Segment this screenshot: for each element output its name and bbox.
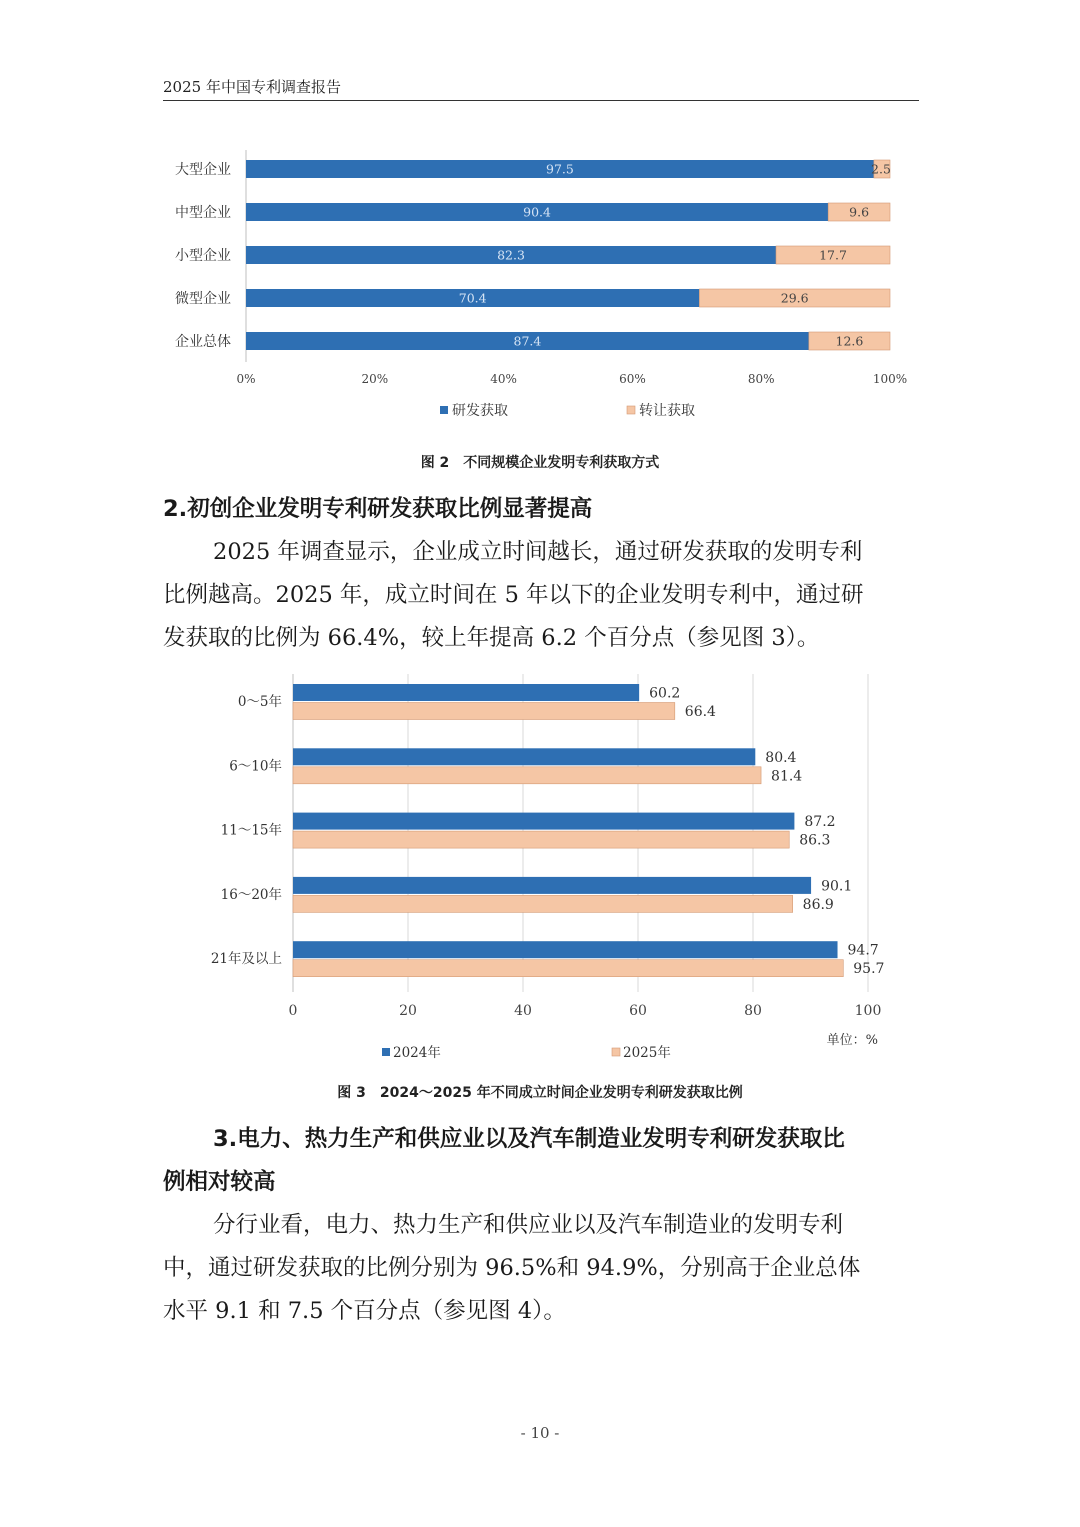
fig3-data-label: 66.4: [684, 704, 716, 720]
fig3-data-label: 86.9: [802, 896, 834, 913]
fig2-data-label: 9.6: [849, 204, 870, 220]
fig3-legend-swatch: [382, 1048, 390, 1056]
fig3-data-label: 60.2: [649, 685, 681, 702]
fig2-data-label: 90.4: [523, 204, 552, 220]
fig2-legend-swatch: [440, 406, 448, 414]
fig2-data-label: 97.5: [546, 161, 574, 177]
fig3-legend-label: 2024年: [393, 1045, 441, 1061]
fig3-unit-label: 单位：%: [826, 1033, 878, 1048]
section-2-paragraph: [163, 531, 923, 660]
fig3-bar-2025: [293, 703, 675, 720]
figure-2-caption: 图 2 不同规模企业发明专利获取方式: [420, 455, 660, 471]
fig2-x-tick-label: 100%: [872, 372, 908, 386]
fig3-data-label: 95.7: [853, 961, 885, 978]
fig3-bar-2024: [293, 748, 755, 765]
figure-2-chart: [0, 140, 1080, 440]
header-title: 2025 年中国专利调查报告: [163, 78, 341, 96]
fig2-data-label: 17.7: [819, 247, 847, 263]
figure-3-chart: [0, 670, 1080, 1070]
fig3-x-tick-label: 60: [629, 1003, 647, 1019]
fig3-category-label: 0～5年: [237, 694, 282, 710]
fig2-data-label: 29.6: [780, 290, 809, 306]
fig3-data-label: 81.4: [771, 768, 803, 785]
fig2-category-label: 大型企业: [175, 162, 231, 178]
page-number: - 10 -: [520, 1424, 560, 1442]
fig2-data-label: 12.6: [835, 333, 864, 349]
section-2-line-1: 2025 年调查显示，企业成立时间越长，通过研发获取的发明专利: [213, 539, 863, 565]
fig3-category-label: 16～20年: [220, 886, 282, 903]
section-2-line-2: 比例越高。2025 年，成立时间在 5 年以下的企业发明专利中，通过研: [163, 582, 864, 608]
fig2-data-label: 2.5: [871, 161, 891, 177]
fig3-bar-2024: [293, 684, 639, 701]
fig2-legend-label: 研发获取: [452, 403, 508, 419]
fig3-data-label: 80.4: [765, 749, 797, 766]
fig2-legend-label: 转让获取: [639, 403, 695, 419]
fig3-data-label: 90.1: [821, 878, 853, 895]
section-3-heading: [163, 1118, 923, 1204]
fig2-category-label: 企业总体: [175, 334, 231, 350]
fig3-x-tick-label: 80: [744, 1003, 762, 1019]
fig3-data-label: 87.2: [804, 814, 836, 831]
section-3-line-2: 中，通过研发获取的比例分别为 96.5%和 94.9%，分别高于企业总体: [163, 1255, 861, 1281]
fig3-legend-label: 2025年: [623, 1045, 671, 1061]
fig2-legend-swatch: [627, 406, 635, 414]
fig2-data-label: 82.3: [497, 247, 525, 263]
fig3-data-label: 94.7: [847, 942, 879, 959]
fig3-x-tick-label: 100: [854, 1003, 882, 1019]
fig2-x-tick-label: 0%: [236, 372, 256, 386]
fig3-category-label: 11～15年: [220, 822, 282, 839]
fig3-bar-2025: [293, 960, 843, 977]
section-3-paragraph: [163, 1204, 923, 1333]
fig2-data-label: 70.4: [458, 290, 487, 306]
figure-3-caption: 图 3 2024～2025 年不同成立时间企业发明专利研发获取比例: [337, 1085, 743, 1101]
fig2-data-label: 87.4: [513, 333, 542, 349]
fig3-x-tick-label: 0: [288, 1003, 298, 1019]
section-3-heading-line-1: 3.电力、热力生产和供应业以及汽车制造业发明专利研发获取比: [213, 1126, 845, 1152]
section-2-heading: 2.初创企业发明专利研发获取比例显著提高: [163, 496, 593, 522]
fig3-x-tick-label: 20: [399, 1003, 417, 1019]
fig3-x-tick-label: 40: [514, 1003, 532, 1019]
section-3-heading-line-2: 例相对较高: [163, 1169, 276, 1195]
fig2-category-label: 中型企业: [175, 205, 231, 221]
section-2-line-3: 发获取的比例为 66.4%，较上年提高 6.2 个百分点（参见图 3）。: [163, 625, 820, 651]
fig3-category-label: 21年及以上: [210, 951, 282, 968]
fig3-data-label: 86.3: [799, 832, 831, 849]
fig2-category-label: 微型企业: [175, 291, 231, 307]
fig2-x-tick-label: 40%: [490, 372, 517, 386]
fig3-category-label: 6～10年: [229, 758, 282, 775]
fig2-x-tick-label: 20%: [361, 372, 389, 386]
section-3-line-3: 水平 9.1 和 7.5 个百分点（参见图 4）。: [163, 1298, 566, 1324]
fig3-bar-2024: [293, 941, 838, 958]
fig2-x-tick-label: 80%: [747, 372, 775, 386]
section-3-line-1: 分行业看，电力、热力生产和供应业以及汽车制造业的发明专利: [213, 1212, 844, 1238]
running-header: [163, 76, 919, 101]
fig3-bar-2025: [293, 767, 761, 784]
fig2-x-tick-label: 60%: [619, 372, 646, 386]
fig2-category-label: 小型企业: [175, 248, 231, 264]
fig3-bar-2025: [293, 895, 793, 912]
fig3-legend-swatch: [612, 1048, 620, 1056]
fig3-bar-2024: [293, 813, 794, 830]
fig3-bar-2024: [293, 877, 811, 894]
fig3-bar-2025: [293, 831, 789, 848]
